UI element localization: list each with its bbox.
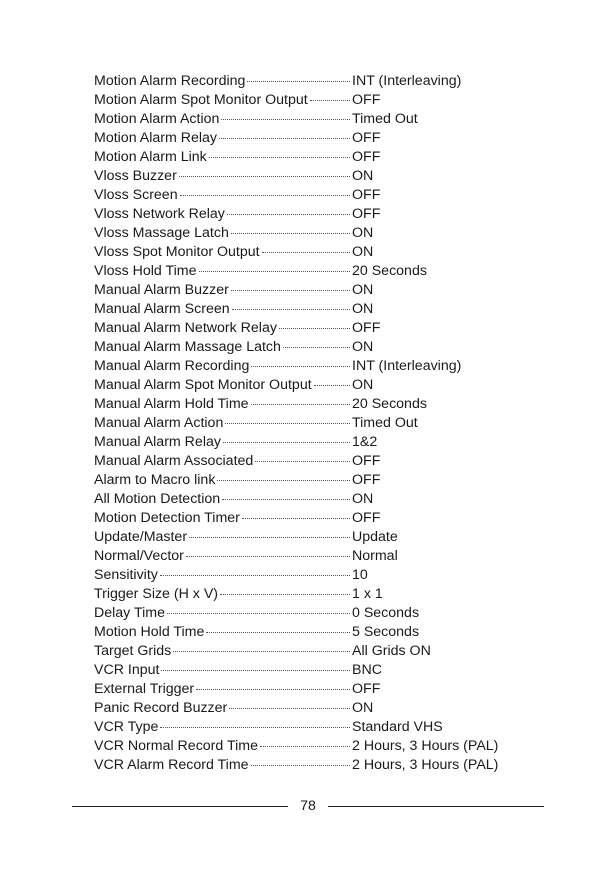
setting-value: ON <box>352 282 374 298</box>
page-footer <box>72 796 544 816</box>
setting-value: 0 Seconds <box>352 605 420 621</box>
setting-row <box>94 129 524 148</box>
setting-leader <box>94 243 352 262</box>
setting-leader <box>94 528 352 547</box>
setting-leader <box>94 72 352 91</box>
setting-value: ON <box>352 168 374 184</box>
setting-value: 2 Hours, 3 Hours (PAL) <box>352 757 499 773</box>
setting-leader <box>94 718 352 737</box>
setting-row <box>94 528 524 547</box>
dot-leader <box>227 214 350 215</box>
setting-value: Update <box>352 529 398 545</box>
setting-value: 20 Seconds <box>352 396 427 412</box>
setting-label: Vloss Screen <box>94 187 178 203</box>
setting-row <box>94 642 524 661</box>
setting-row <box>94 186 524 205</box>
setting-row <box>94 756 524 775</box>
setting-row <box>94 604 524 623</box>
setting-value: All Grids ON <box>352 643 431 659</box>
setting-leader <box>94 623 352 642</box>
setting-label: Manual Alarm Relay <box>94 434 221 450</box>
setting-leader <box>94 281 352 300</box>
setting-leader <box>94 319 352 338</box>
setting-leader <box>94 91 352 110</box>
setting-leader <box>94 566 352 585</box>
setting-leader <box>94 452 352 471</box>
default-settings-list <box>94 72 524 775</box>
setting-leader <box>94 680 352 699</box>
setting-label: Motion Alarm Action <box>94 111 220 127</box>
dot-leader <box>247 81 350 82</box>
dot-leader <box>260 746 350 747</box>
setting-value: 1 x 1 <box>352 586 383 602</box>
setting-leader <box>94 262 352 281</box>
dot-leader <box>220 594 350 595</box>
setting-label: Update/Master <box>94 529 188 545</box>
setting-row <box>94 167 524 186</box>
dot-leader <box>180 195 350 196</box>
setting-value: 5 Seconds <box>352 624 420 640</box>
setting-value: OFF <box>352 510 381 526</box>
setting-label: Delay Time <box>94 605 165 621</box>
setting-label: Manual Alarm Spot Monitor Output <box>94 377 312 393</box>
setting-row <box>94 490 524 509</box>
setting-leader <box>94 357 352 376</box>
setting-label: External Trigger <box>94 681 195 697</box>
setting-label: Vloss Buzzer <box>94 168 177 184</box>
dot-leader <box>310 100 350 101</box>
setting-leader <box>94 376 352 395</box>
setting-label: Manual Alarm Massage Latch <box>94 339 281 355</box>
setting-leader <box>94 300 352 319</box>
setting-leader <box>94 699 352 718</box>
setting-label: Manual Alarm Action <box>94 415 224 431</box>
dot-leader <box>219 138 350 139</box>
setting-value: ON <box>352 225 374 241</box>
setting-label: Motion Alarm Link <box>94 149 207 165</box>
setting-leader <box>94 167 352 186</box>
dot-leader <box>160 727 350 728</box>
setting-row <box>94 319 524 338</box>
setting-row <box>94 737 524 756</box>
dot-leader <box>167 613 350 614</box>
setting-row <box>94 300 524 319</box>
dot-leader <box>255 461 350 462</box>
setting-value: Timed Out <box>352 111 418 127</box>
setting-label: All Motion Detection <box>94 491 221 507</box>
dot-leader <box>196 689 350 690</box>
setting-label: Vloss Massage Latch <box>94 225 229 241</box>
setting-label: Manual Alarm Hold Time <box>94 396 249 412</box>
setting-leader <box>94 186 352 205</box>
setting-row <box>94 224 524 243</box>
setting-row <box>94 414 524 433</box>
setting-value: 10 <box>352 567 368 583</box>
setting-value: Timed Out <box>352 415 418 431</box>
setting-row <box>94 281 524 300</box>
setting-value: BNC <box>352 662 382 678</box>
setting-leader <box>94 395 352 414</box>
setting-row <box>94 205 524 224</box>
setting-value: INT (Interleaving) <box>352 358 462 374</box>
setting-value: ON <box>352 491 374 507</box>
setting-label: VCR Normal Record Time <box>94 738 258 754</box>
setting-leader <box>94 148 352 167</box>
setting-row <box>94 262 524 281</box>
setting-leader <box>94 224 352 243</box>
setting-label: VCR Type <box>94 719 159 735</box>
setting-row <box>94 452 524 471</box>
setting-value: ON <box>352 244 374 260</box>
setting-row <box>94 338 524 357</box>
setting-row <box>94 395 524 414</box>
setting-value: ON <box>352 700 374 716</box>
setting-label: Motion Alarm Recording <box>94 73 246 89</box>
setting-label: Normal/Vector <box>94 548 184 564</box>
setting-leader <box>94 414 352 433</box>
setting-leader <box>94 490 352 509</box>
dot-leader <box>223 442 350 443</box>
setting-value: 1&2 <box>352 434 378 450</box>
dot-leader <box>173 651 350 652</box>
dot-leader <box>251 366 350 367</box>
setting-leader <box>94 585 352 604</box>
setting-value: OFF <box>352 206 381 222</box>
setting-row <box>94 357 524 376</box>
dot-leader <box>206 632 350 633</box>
dot-leader <box>179 176 350 177</box>
dot-leader <box>231 290 350 291</box>
setting-value: OFF <box>352 187 381 203</box>
dot-leader <box>251 765 350 766</box>
setting-leader <box>94 642 352 661</box>
setting-label: Motion Alarm Spot Monitor Output <box>94 92 308 108</box>
dot-leader <box>222 499 350 500</box>
setting-label: Manual Alarm Recording <box>94 358 250 374</box>
setting-label: Sensitivity <box>94 567 158 583</box>
setting-label: Manual Alarm Associated <box>94 453 254 469</box>
dot-leader <box>283 347 350 348</box>
setting-row <box>94 72 524 91</box>
setting-value: ON <box>352 377 374 393</box>
setting-leader <box>94 205 352 224</box>
dot-leader <box>314 385 350 386</box>
setting-leader <box>94 129 352 148</box>
setting-label: Motion Alarm Relay <box>94 130 218 146</box>
setting-row <box>94 623 524 642</box>
dot-leader <box>242 518 350 519</box>
setting-value: OFF <box>352 681 381 697</box>
setting-label: Target Grids <box>94 643 172 659</box>
dot-leader <box>262 252 350 253</box>
setting-row <box>94 718 524 737</box>
dot-leader <box>221 119 350 120</box>
setting-label: Vloss Network Relay <box>94 206 225 222</box>
setting-label: VCR Alarm Record Time <box>94 757 249 773</box>
setting-value: OFF <box>352 130 381 146</box>
setting-leader <box>94 661 352 680</box>
setting-row <box>94 509 524 528</box>
setting-row <box>94 585 524 604</box>
dot-leader <box>217 480 350 481</box>
setting-label: Alarm to Macro link <box>94 472 216 488</box>
setting-value: OFF <box>352 320 381 336</box>
setting-value: 20 Seconds <box>352 263 427 279</box>
setting-row <box>94 680 524 699</box>
dot-leader <box>199 271 351 272</box>
setting-leader <box>94 756 352 775</box>
setting-leader <box>94 604 352 623</box>
setting-leader <box>94 737 352 756</box>
setting-value: OFF <box>352 92 381 108</box>
setting-leader <box>94 433 352 452</box>
setting-label: Vloss Hold Time <box>94 263 197 279</box>
setting-row <box>94 661 524 680</box>
footer-rule-right <box>328 806 544 807</box>
setting-label: VCR Input <box>94 662 160 678</box>
setting-row <box>94 243 524 262</box>
dot-leader <box>231 233 350 234</box>
setting-row <box>94 91 524 110</box>
setting-label: Panic Record Buzzer <box>94 700 228 716</box>
dot-leader <box>251 404 350 405</box>
setting-value: OFF <box>352 453 381 469</box>
setting-label: Manual Alarm Screen <box>94 301 230 317</box>
dot-leader <box>225 423 350 424</box>
setting-row <box>94 471 524 490</box>
dot-leader <box>160 575 350 576</box>
setting-label: Vloss Spot Monitor Output <box>94 244 260 260</box>
setting-value: ON <box>352 339 374 355</box>
setting-value: OFF <box>352 149 381 165</box>
setting-value: INT (Interleaving) <box>352 73 462 89</box>
setting-row <box>94 376 524 395</box>
dot-leader <box>232 309 350 310</box>
setting-value: Standard VHS <box>352 719 443 735</box>
setting-label: Motion Hold Time <box>94 624 205 640</box>
dot-leader <box>209 157 350 158</box>
setting-leader <box>94 547 352 566</box>
dot-leader <box>229 708 350 709</box>
setting-row <box>94 547 524 566</box>
setting-value: ON <box>352 301 374 317</box>
setting-row <box>94 566 524 585</box>
setting-row <box>94 148 524 167</box>
setting-row <box>94 110 524 129</box>
setting-leader <box>94 471 352 490</box>
setting-leader <box>94 110 352 129</box>
setting-label: Motion Detection Timer <box>94 510 240 526</box>
setting-label: Manual Alarm Buzzer <box>94 282 229 298</box>
dot-leader <box>161 670 350 671</box>
setting-value: 2 Hours, 3 Hours (PAL) <box>352 738 499 754</box>
dot-leader <box>186 556 350 557</box>
dot-leader <box>189 537 350 538</box>
setting-value: Normal <box>352 548 398 564</box>
setting-row <box>94 433 524 452</box>
setting-value: OFF <box>352 472 381 488</box>
setting-label: Trigger Size (H x V) <box>94 586 219 602</box>
setting-row <box>94 699 524 718</box>
page-number: 78 <box>300 798 316 814</box>
setting-leader <box>94 338 352 357</box>
setting-leader <box>94 509 352 528</box>
setting-label: Manual Alarm Network Relay <box>94 320 277 336</box>
footer-rule-left <box>72 806 288 807</box>
dot-leader <box>279 328 350 329</box>
